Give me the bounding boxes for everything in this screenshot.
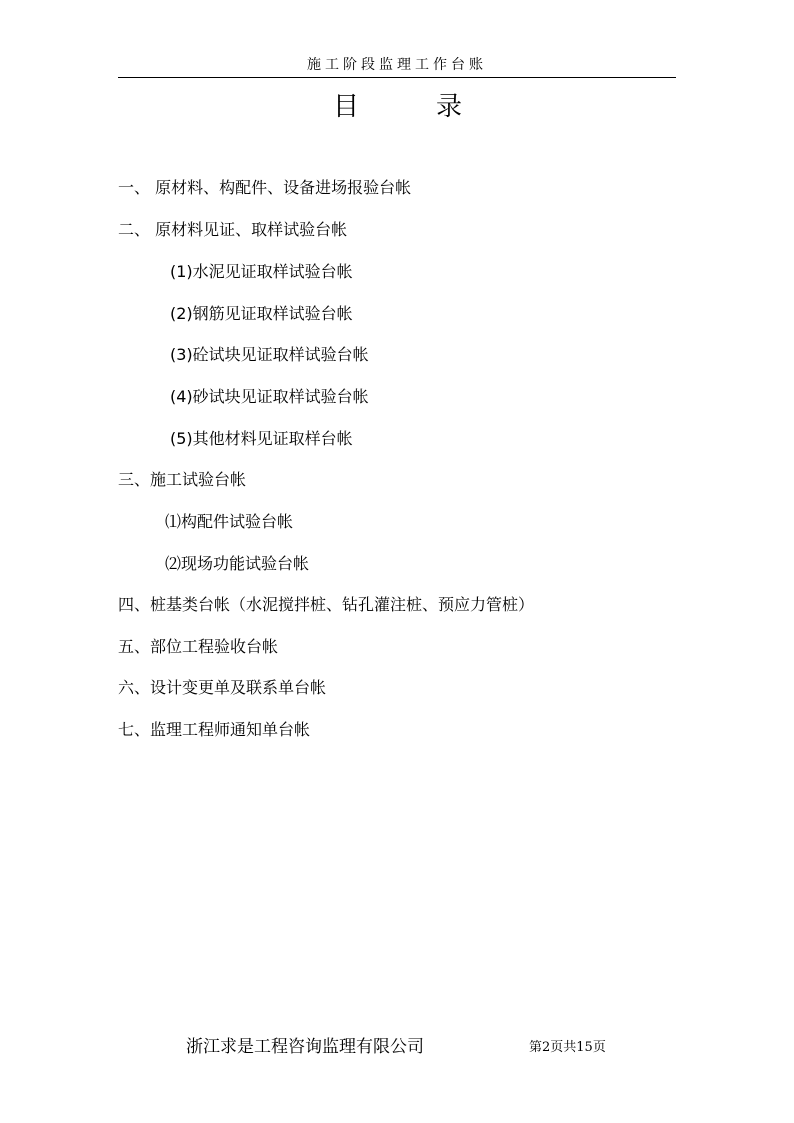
toc-entry-2-1: (1)水泥见证取样试验台帐: [170, 262, 353, 281]
toc-entry-6: 六、设计变更单及联系单台帐: [118, 678, 327, 697]
toc-entry-5: 五、部位工程验收台帐: [118, 637, 279, 656]
running-header: 施工阶段监理工作台账: [307, 57, 487, 73]
toc-entry-2-3: (3)砼试块见证取样试验台帐: [170, 345, 369, 364]
toc-entry-2-2: (2)钢筋见证取样试验台帐: [170, 304, 353, 323]
footer-page-number: 第2页共15页: [529, 1040, 606, 1055]
toc-title-char-2: 录: [436, 92, 463, 122]
toc-title: [0, 86, 794, 126]
toc-entry-3: 三、施工试验台帐: [118, 470, 247, 489]
toc-entry-7: 七、监理工程师通知单台帐: [118, 720, 311, 739]
toc-entry-4: 四、桩基类台帐（水泥搅拌桩、钻孔灌注桩、预应力管桩）: [118, 595, 535, 614]
toc-entry-3-1: ⑴构配件试验台帐: [165, 512, 294, 531]
toc-title-char-1: 目: [333, 92, 360, 122]
toc-entry-2-4: (4)砂试块见证取样试验台帐: [170, 387, 369, 406]
footer-company: 浙江求是工程咨询监理有限公司: [186, 1037, 424, 1057]
toc-entry-2-5: (5)其他材料见证取样台帐: [170, 429, 353, 448]
toc-entry-1: 一、 原材料、构配件、设备进场报验台帐: [118, 178, 412, 197]
header-rule: [118, 77, 676, 78]
toc-entry-3-2: ⑵现场功能试验台帐: [165, 554, 310, 573]
toc-entry-2: 二、 原材料见证、取样试验台帐: [118, 220, 348, 239]
